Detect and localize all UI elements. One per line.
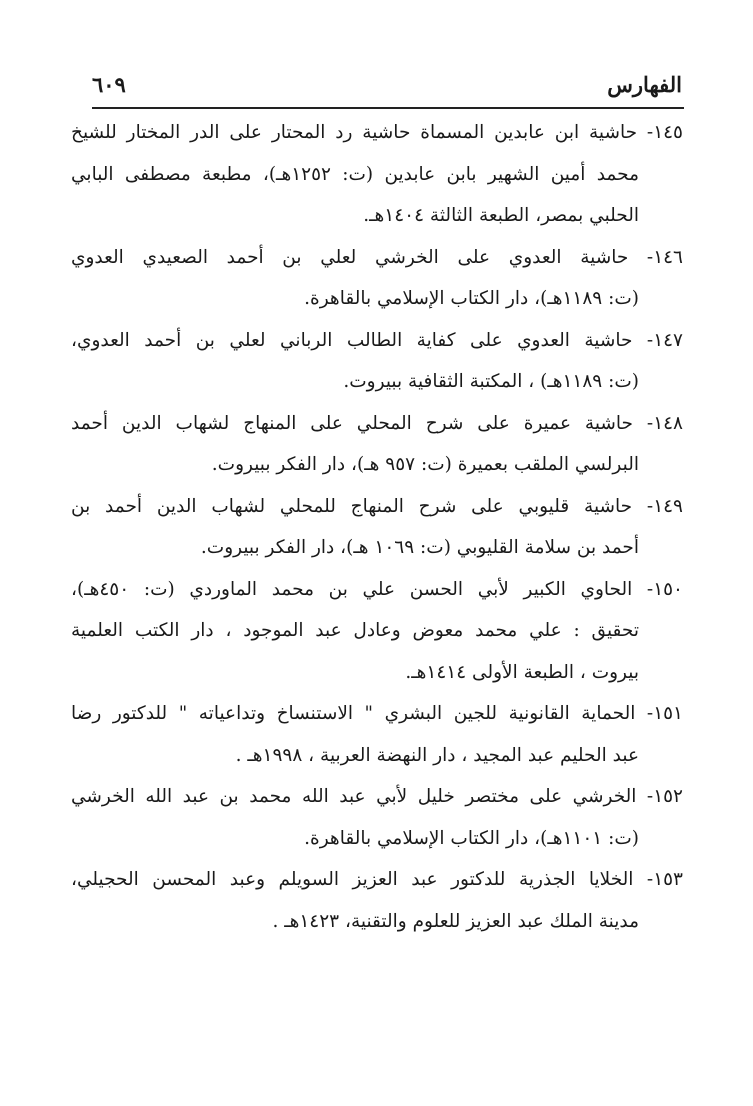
bibliography-entry-146 <box>71 237 683 320</box>
entry-line: ١٤٦- حاشية العدوي على الخرشي لعلي بن أحمد الصعيدي العدوي <box>71 246 683 268</box>
entry-line: أحمد بن سلامة القليوبي (ت: ١٠٦٩ هـ)، دار الفكر ببيروت. <box>200 537 639 558</box>
bibliography-entry-152 <box>71 776 683 859</box>
bibliography-entry-147 <box>71 320 683 403</box>
bibliography-list <box>71 112 683 942</box>
entry-line: تحقيق : علي محمد معوض وعادل عبد الموجود ، دار الكتب العلمية <box>71 620 639 641</box>
bibliography-entry-149 <box>71 486 683 569</box>
entry-line: عبد الحليم عبد المجيد ، دار النهضة العربية ، ١٩٩٨هـ . <box>235 744 639 766</box>
bibliography-entry-148 <box>71 403 683 486</box>
entry-line: ١٤٥- حاشية ابن عابدين المسماة حاشية رد المحتار على الدر المختار للشيخ <box>71 122 683 143</box>
entry-line: ١٥١- الحماية القانونية للجين البشري " الاستنساخ وتداعياته " للدكتور رضا <box>71 703 683 724</box>
header-rule <box>92 107 684 109</box>
entry-line: ١٥٢- الخرشي على مختصر خليل لأبي عبد الله محمد بن عبد الله الخرشي <box>71 786 683 807</box>
entry-line: ١٥٣- الخلايا الجذرية للدكتور عبد العزيز السويلم وعبد المحسن الحجيلي، <box>71 869 683 890</box>
running-title: الفهارس <box>607 72 682 97</box>
entry-line: (ت: ١١٨٩هـ) ، المكتبة الثقافية ببيروت. <box>343 371 639 392</box>
entry-line: ١٤٧- حاشية العدوي على كفاية الطالب الرباني لعلي بن أحمد العدوي، <box>71 329 683 351</box>
bibliography-entry-151 <box>71 693 683 776</box>
bibliography-entry-150 <box>71 569 683 694</box>
entry-line: (ت: ١١٨٩هـ)، دار الكتاب الإسلامي بالقاهرة. <box>304 288 639 309</box>
bibliography-entry-145 <box>71 112 683 237</box>
page-header <box>92 70 682 106</box>
entry-line: بيروت ، الطبعة الأولى ١٤١٤هـ. <box>405 661 639 683</box>
entry-line: مدينة الملك عبد العزيز للعلوم والتقنية، ١٤٢٣هـ . <box>272 910 639 932</box>
entry-line: (ت: ١١٠١هـ)، دار الكتاب الإسلامي بالقاهرة. <box>304 827 639 849</box>
entry-line: ١٤٩- حاشية قليوبي على شرح المنهاج للمحلي لشهاب الدين أحمد بن <box>71 495 683 517</box>
entry-line: الحلبي بمصر، الطبعة الثالثة ١٤٠٤هـ. <box>363 205 639 226</box>
bibliography-entry-153 <box>71 859 683 942</box>
entry-line: ١٥٠- الحاوي الكبير لأبي الحسن علي بن محمد الماوردي (ت: ٤٥٠هـ)، <box>71 578 683 600</box>
entry-line: محمد أمين الشهير بابن عابدين (ت: ١٢٥٢هـ)، مطبعة مصطفى البابي <box>71 163 639 185</box>
entry-line: ١٤٨- حاشية عميرة على شرح المحلي على المنهاج لشهاب الدين أحمد <box>71 412 683 434</box>
entry-line: البرلسي الملقب بعميرة (ت: ٩٥٧ هـ)، دار الفكر ببيروت. <box>211 454 639 475</box>
page-number: ٦٠٩ <box>92 72 126 97</box>
